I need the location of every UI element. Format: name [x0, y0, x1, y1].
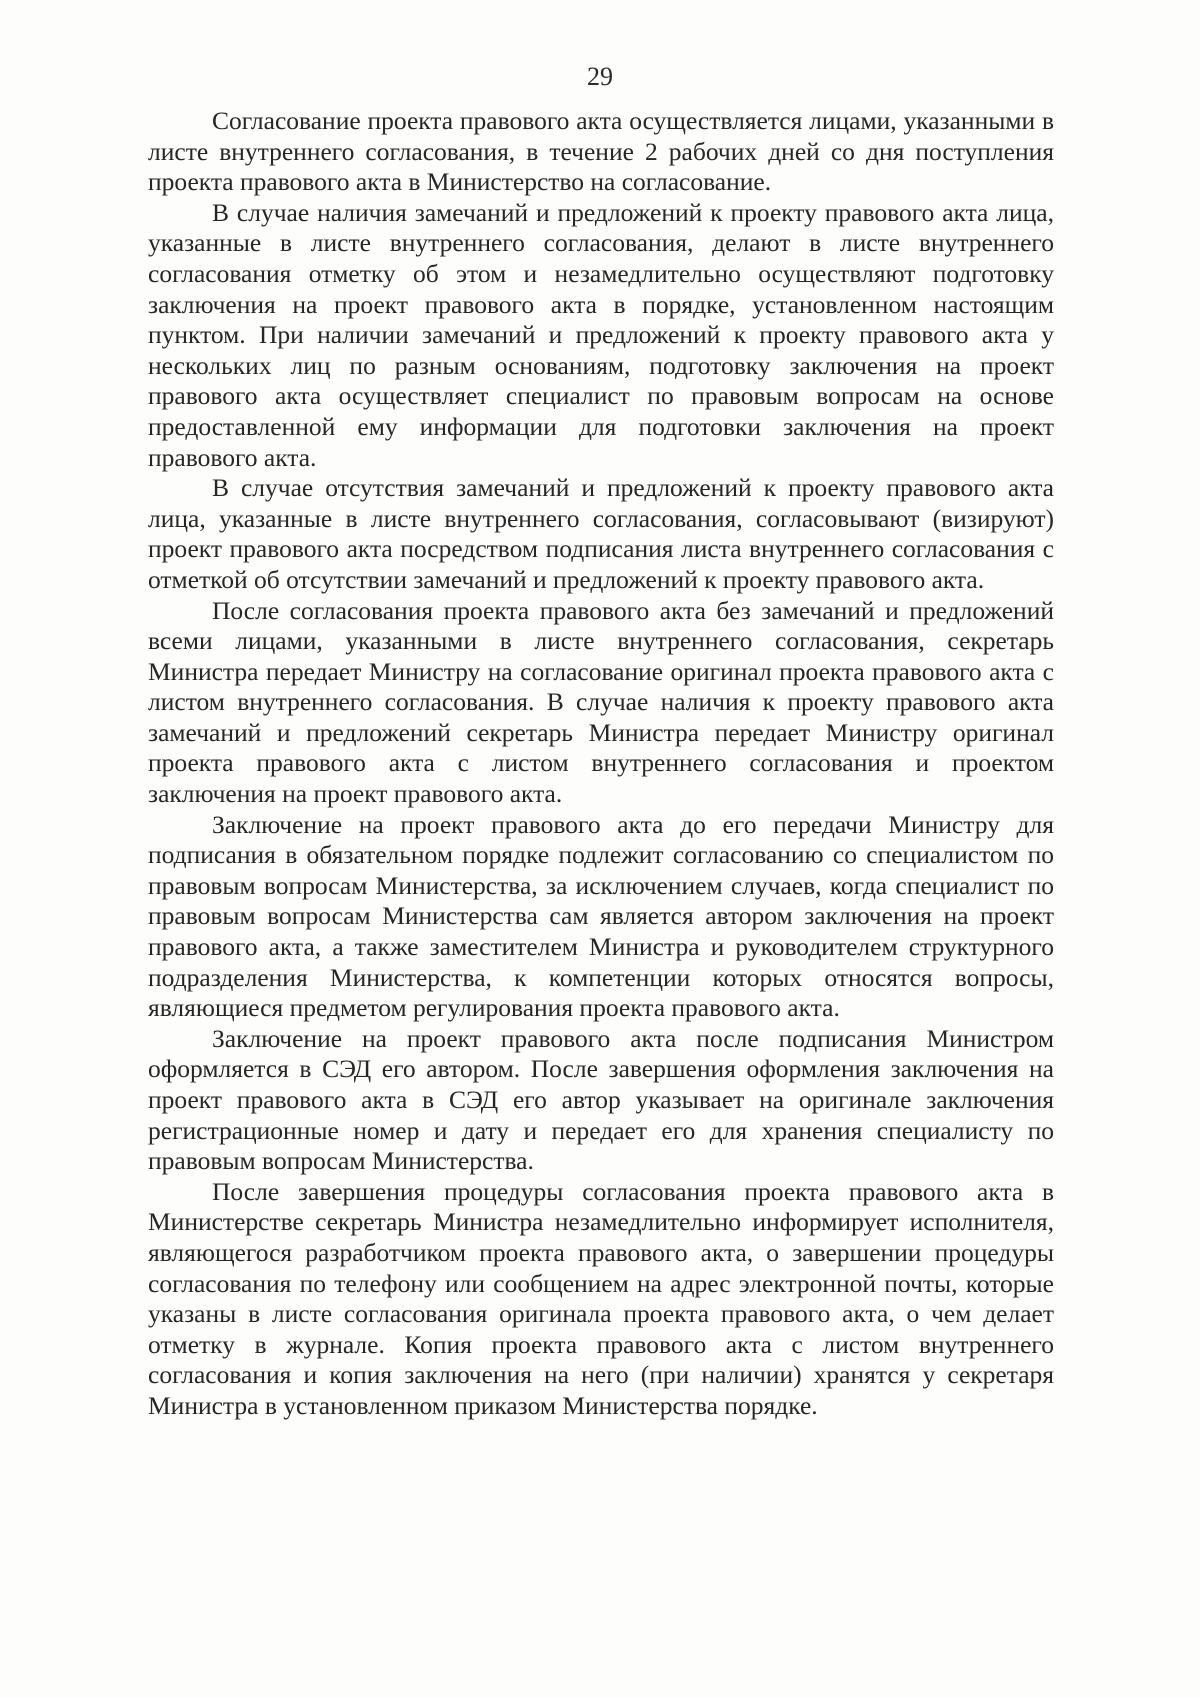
paragraph: Согласование проекта правового акта осуществляется лицами, указанными в листе внутреннего согласования, в течение 2 рабочих дней со дня поступления проекта правового акта в Министерство на согласование.: [148, 106, 1054, 197]
paragraph: Заключение на проект правового акта после подписания Министром оформляется в СЭД его автором. После завершения оформления заключения на проект правового акта в СЭД его автор указывает на оригинале заключения регистрационные номер и дату и передает его для хранения специалисту по правовым вопросам Министерства.: [148, 1023, 1054, 1176]
paragraph: В случае отсутствия замечаний и предложений к проекту правового акта лица, указанные в листе внутреннего согласования, согласовывают (визируют) проект правового акта посредством подписания листа внутреннего согласования с отметкой об отсутствии замечаний и предложений к проекту правового акта.: [148, 473, 1054, 594]
paragraph: После согласования проекта правового акта без замечаний и предложений всеми лицами, указанными в листе внутреннего согласования, секретарь Министра передает Министру на согласование оригинал проекта правового акта с листом внутреннего согласования. В случае наличия к проекту правового акта замечаний и предложений секретарь Министра передает Министру оригинал проекта правового акта с листом внутреннего согласования и проектом заключения на проект правового акта.: [148, 595, 1054, 809]
paragraph: Заключение на проект правового акта до его передачи Министру для подписания в обязательном порядке подлежит согласованию со специалистом по правовым вопросам Министерства, за исключением случаев, когда специалист по правовым вопросам Министерства сам является автором заключения на проект правового акта, а также заместителем Министра и руководителем структурного подразделения Министерства, к компетенции которых относятся вопросы, являющиеся предметом регулирования проекта правового акта.: [148, 809, 1054, 1023]
paragraph: После завершения процедуры согласования проекта правового акта в Министерстве секретарь Министра незамедлительно информирует исполнителя, являющегося разработчиком проекта правового акта, о завершении процедуры согласования по телефону или сообщением на адрес электронной почты, которые указаны в листе согласования оригинала проекта правового акта, о чем делает отметку в журнале. Копия проекта правового акта с листом внутреннего согласования и копия заключения на него (при наличии) хранятся у секретаря Министра в установленном приказом Министерства порядке.: [148, 1176, 1054, 1420]
paragraph: В случае наличия замечаний и предложений к проекту правового акта лица, указанные в листе внутреннего согласования, делают в листе внутреннего согласования отметку об этом и незамедлительно осуществляют подготовку заключения на проект правового акта в порядке, установленном настоящим пунктом. При наличии замечаний и предложений к проекту правового акта у нескольких лиц по разным основаниям, подготовку заключения на проект правового акта осуществляет специалист по правовым вопросам на основе предоставленной ему информации для подготовки заключения на проект правового акта.: [148, 197, 1054, 472]
page-number: 29: [587, 62, 613, 91]
document-body: [148, 106, 1054, 1422]
